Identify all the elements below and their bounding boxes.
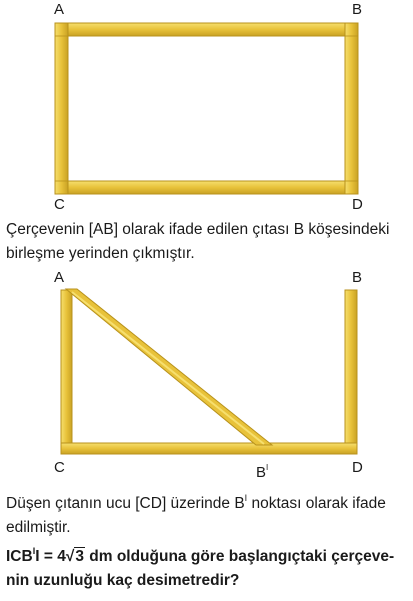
- point-label-d-2: D: [352, 459, 363, 476]
- slat-ac: [55, 23, 68, 194]
- question: [6, 545, 408, 593]
- paragraph-2-line-1: Düşen çıtanın ucu [CD] üzerinde $B^I$ noktası olarak ifade: [6, 493, 386, 512]
- slat-bd: [345, 23, 358, 194]
- slat-bd-2: [345, 290, 357, 454]
- paragraph-1-line-1: Çerçevenin [AB] olarak ifade edilen çıtası B köşesindeki: [6, 221, 390, 238]
- paragraph-2-line-2: edilmiştir.: [6, 519, 71, 536]
- slat-ab: [55, 23, 358, 36]
- paragraph-2: [6, 492, 408, 540]
- sqrt-expression: √3: [65, 548, 84, 565]
- point-label-c-1: C: [54, 196, 65, 213]
- paragraph-1-line-2: birleşme yerinden çıkmıştır.: [6, 245, 195, 262]
- paragraph-1: [6, 218, 408, 266]
- point-label-a-1: A: [54, 1, 65, 18]
- slat-cd: [55, 181, 358, 194]
- point-label-d-1: D: [352, 196, 363, 213]
- point-label-b-prime: $B^I$: [256, 463, 269, 481]
- point-label-b-2: B: [352, 269, 363, 286]
- point-label-c-2: C: [54, 459, 65, 476]
- question-line-1: $ICB^II = 4√3$ dm olduğuna göre başlangıçtaki çerçeve-: [6, 545, 408, 569]
- question-line-2: nin uzunluğu kaç desimetredir?: [6, 572, 240, 589]
- point-label-a-2: A: [54, 269, 65, 286]
- point-label-b-1: B: [352, 1, 363, 18]
- slat-cd-2: [61, 443, 357, 454]
- slat-ac-2: [61, 290, 72, 454]
